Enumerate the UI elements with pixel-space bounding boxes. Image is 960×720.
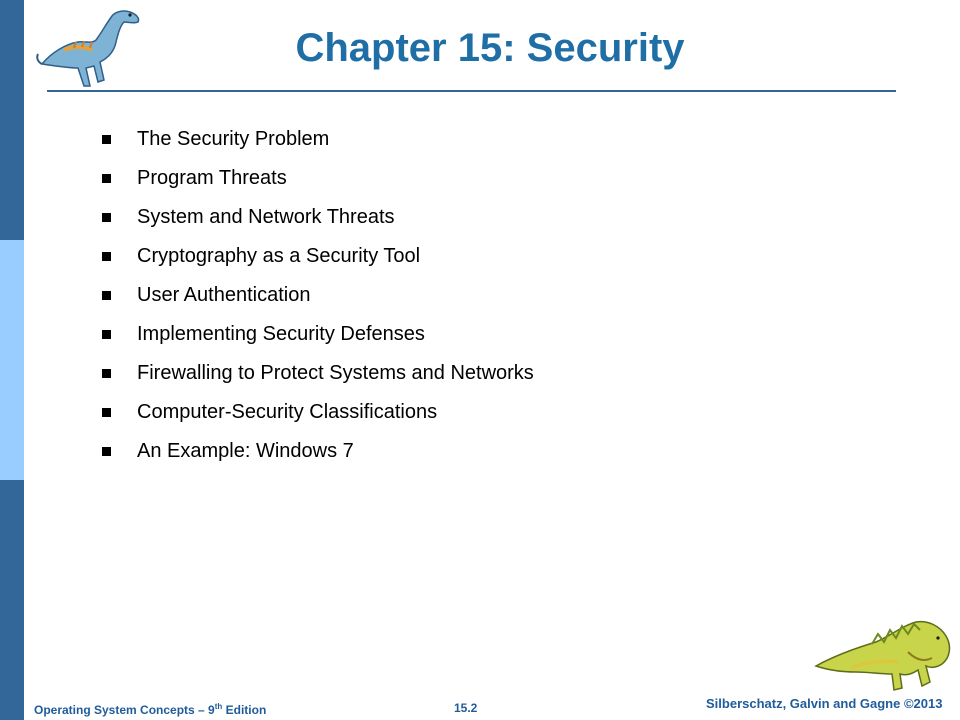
bullet-square-icon [102,330,111,339]
list-item [102,125,534,164]
footer-book-prefix: Operating System Concepts – 9 [34,703,215,717]
footer-book-title [34,702,266,717]
list-item-text: Firewalling to Protect Systems and Networks [137,362,534,384]
list-item-text: An Example: Windows 7 [137,440,354,462]
bullet-square-icon [102,447,111,456]
list-item [102,281,534,320]
bullet-square-icon [102,213,111,222]
bullet-square-icon [102,135,111,144]
topic-list [102,125,534,476]
sidebar-middle-band [0,240,24,480]
sidebar-bottom-band [0,480,24,720]
bullet-square-icon [102,291,111,300]
list-item-text: User Authentication [137,284,311,306]
dinosaur-illustration-icon [812,612,954,694]
list-item [102,398,534,437]
footer-authors: Silberschatz, Galvin and Gagne ©2013 [706,696,943,711]
list-item-text: Program Threats [137,167,287,189]
list-item-text: The Security Problem [137,128,330,150]
list-item [102,437,534,476]
left-sidebar [0,0,24,720]
footer-page-number: 15.2 [454,701,478,715]
list-item [102,359,534,398]
list-item-text: Computer-Security Classifications [137,401,438,423]
bullet-square-icon [102,408,111,417]
bullet-square-icon [102,174,111,183]
bullet-square-icon [102,369,111,378]
footer-book-suffix: Edition [222,703,267,717]
list-item [102,242,534,281]
title-divider [47,90,896,92]
slide-title: Chapter 15: Security [295,26,685,70]
bullet-square-icon [102,252,111,261]
list-item [102,164,534,203]
footer-book-sup: th [214,702,223,711]
list-item [102,203,534,242]
list-item-text: System and Network Threats [137,206,395,228]
list-item [102,320,534,359]
list-item-text: Cryptography as a Security Tool [137,245,421,267]
list-item-text: Implementing Security Defenses [137,323,425,345]
